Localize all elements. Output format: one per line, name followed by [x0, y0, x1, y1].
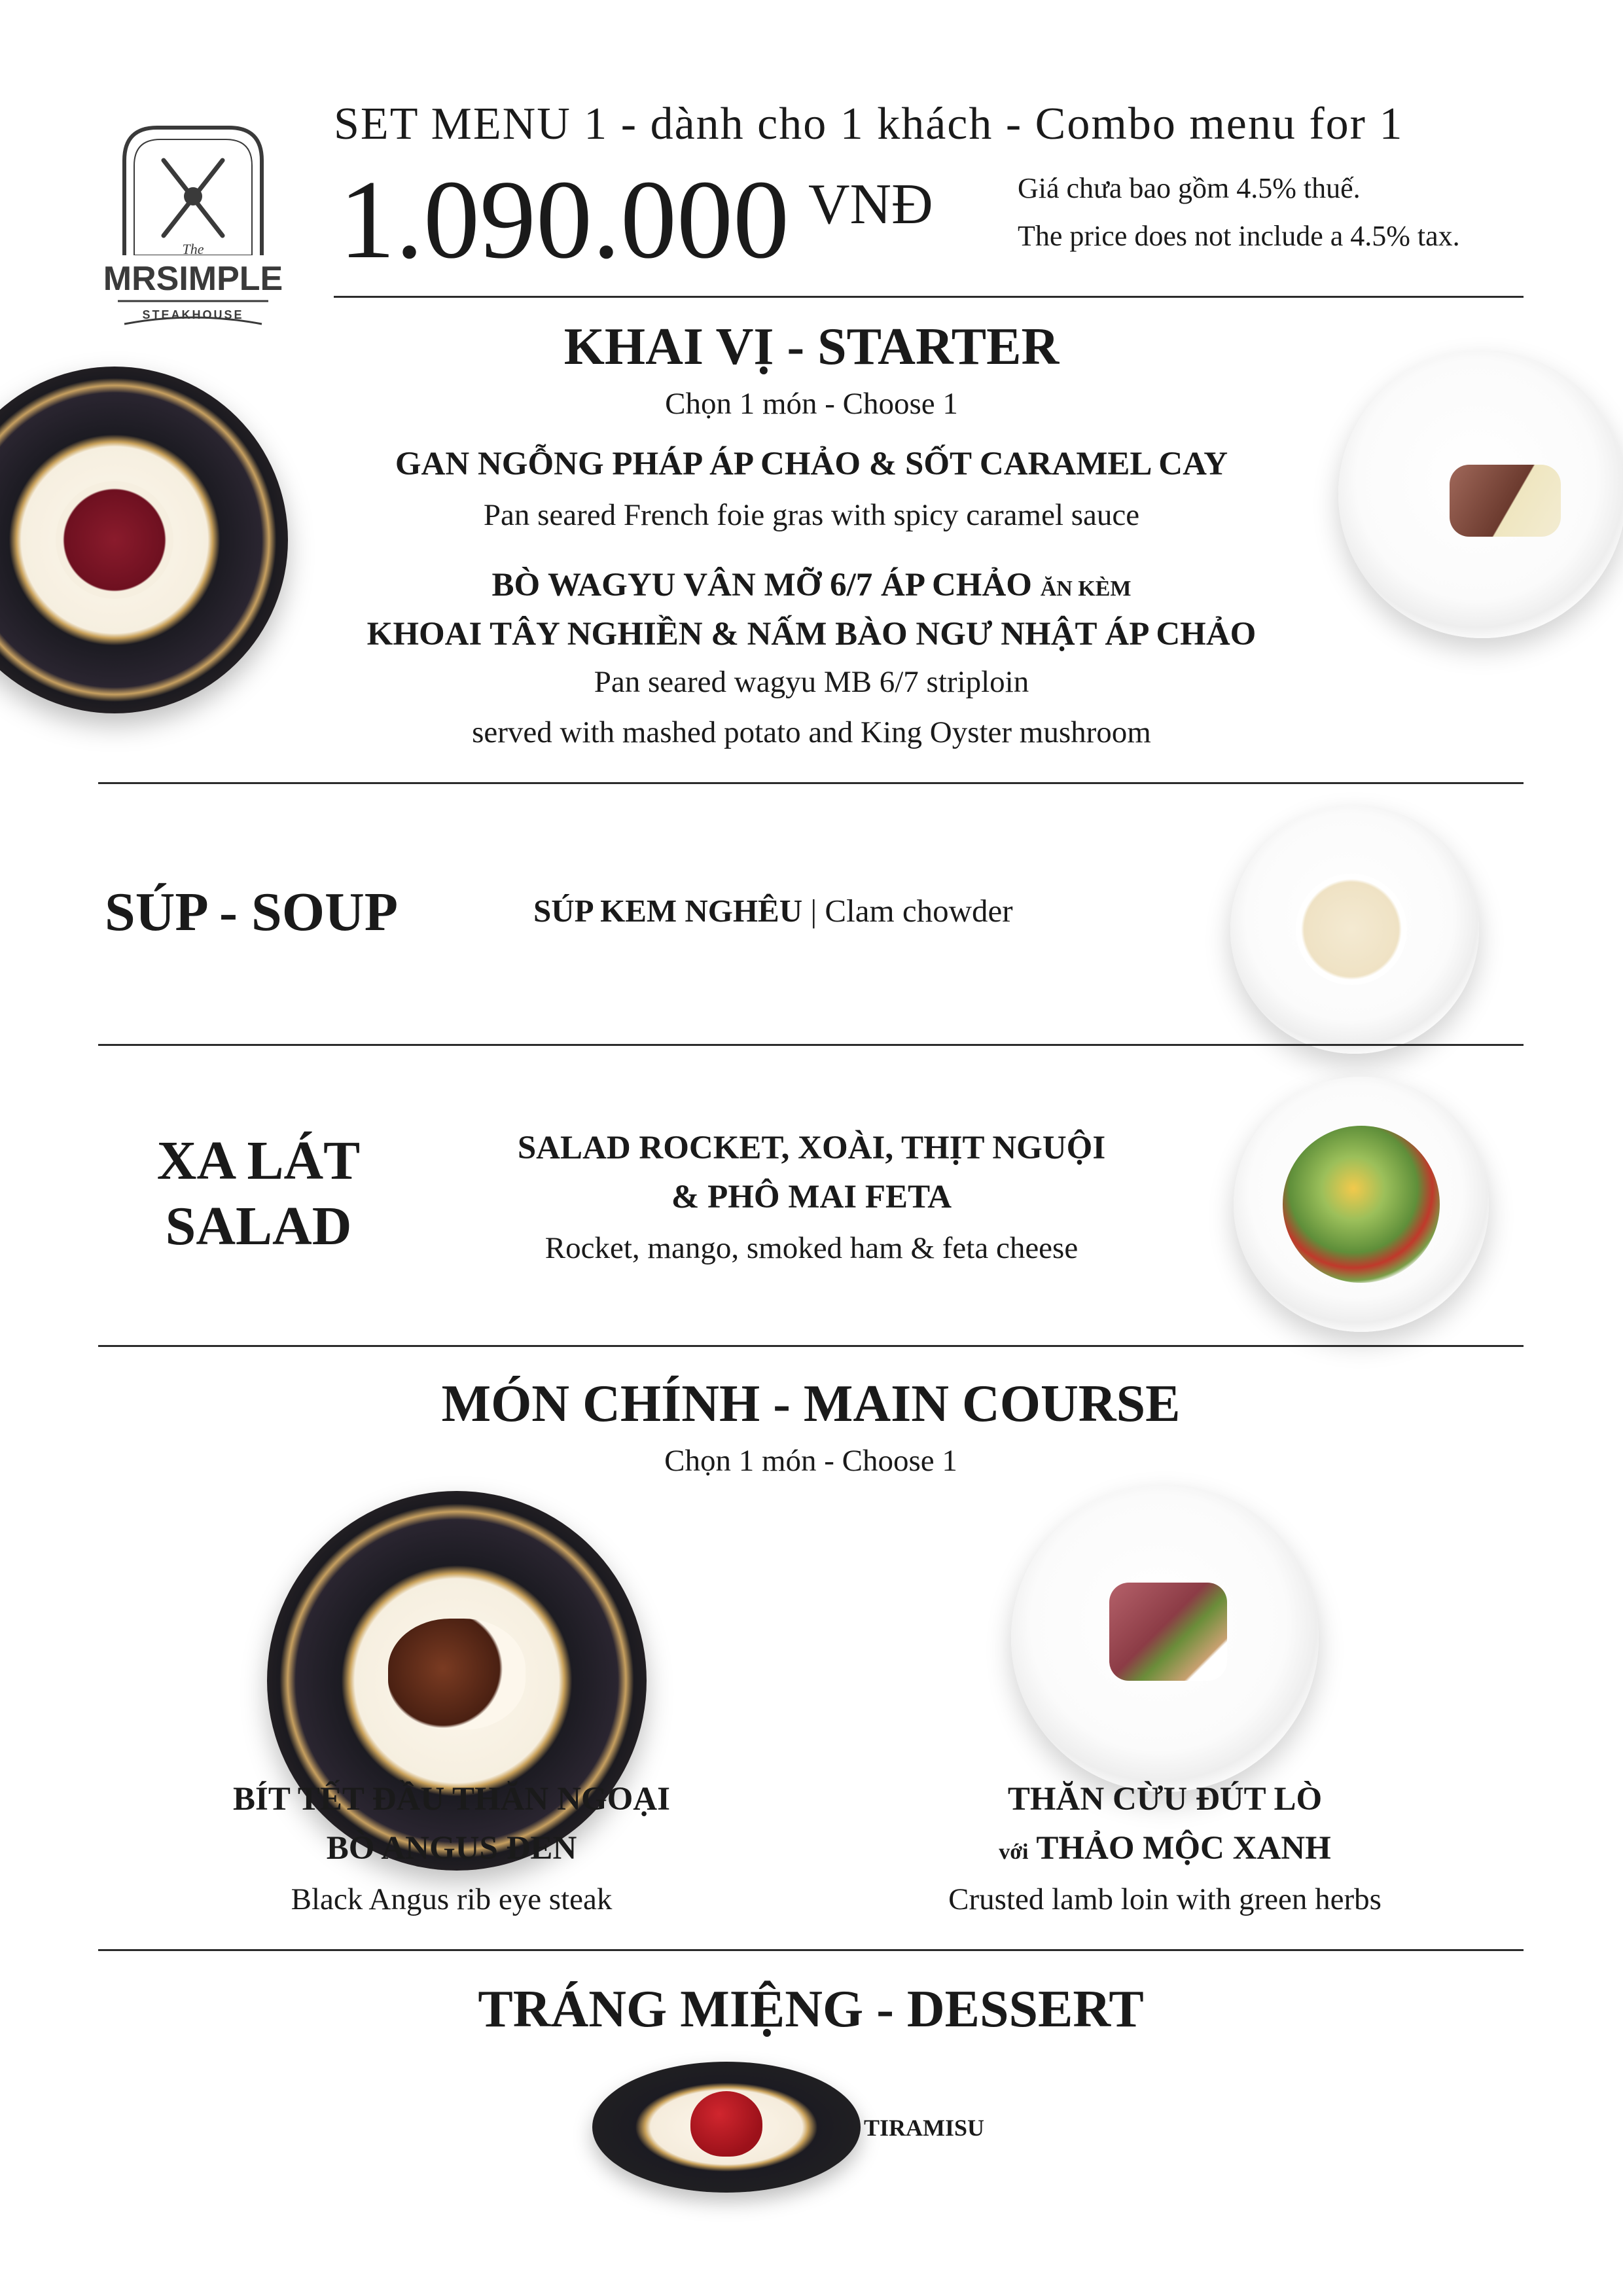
main-right-vi-b: THẢO MỘC XANH [1036, 1830, 1331, 1867]
main-heading: MÓN CHÍNH - MAIN COURSE [441, 1375, 1181, 1433]
logo-brand: MRSIMPLE [103, 260, 283, 298]
main-right-vi-line1: THĂN CỪU ĐÚT LÒ [1007, 1781, 1323, 1818]
wagyu-plate-image [1338, 350, 1623, 638]
logo-the: The [182, 241, 204, 257]
brand-logo [98, 115, 288, 331]
salad-plate-image [1234, 1077, 1489, 1332]
starter-item2-en-line2: served with mashed potato and King Oyster mushroom [472, 715, 1151, 749]
starter-item2-vi-small: ĂN KÈM [1040, 577, 1132, 601]
clam-chowder-plate-image [1230, 805, 1479, 1054]
tax-note-vi: Giá chưa bao gồm 4.5% thuế. [1018, 172, 1361, 204]
starter-item2-en-line1: Pan seared wagyu MB 6/7 striploin [594, 665, 1029, 699]
main-left-en: Black Angus rib eye steak [291, 1882, 613, 1916]
salad-item-vi-line1: SALAD ROCKET, XOÀI, THỊT NGUỘI [517, 1130, 1106, 1166]
divider [98, 782, 1524, 784]
divider [98, 1345, 1524, 1347]
salad-item-en: Rocket, mango, smoked ham & feta cheese [544, 1231, 1079, 1265]
tax-note-en: The price does not include a 4.5% tax. [1018, 220, 1460, 252]
main-left-vi-line2: BÒ ANGUS ĐEN [326, 1830, 577, 1867]
dessert-heading: TRÁNG MIỆNG - DESSERT [478, 1981, 1144, 2038]
divider [98, 1949, 1524, 1951]
tiramisu-plate-image [592, 2062, 861, 2193]
dessert-item: TIRAMISU [864, 2115, 985, 2141]
starter-item2-vi-line1 [314, 566, 1309, 604]
divider [98, 1044, 1524, 1046]
salad-item-vi-line2: & PHÔ MAI FETA [671, 1179, 952, 1215]
starter-heading: KHAI VỊ - STARTER [563, 318, 1060, 376]
set-menu-title: SET MENU 1 - dành cho 1 khách - Combo menu for 1 [334, 99, 1404, 149]
starter-item2-vi-line2: KHOAI TÂY NGHIỀN & NẤM BÀO NGƯ NHẬT ÁP CHẢO [366, 616, 1257, 653]
soup-separator: | [810, 893, 817, 929]
divider [334, 296, 1524, 298]
main-choose: Chọn 1 món - Choose 1 [664, 1444, 957, 1478]
price-currency: VNĐ [808, 173, 933, 236]
soup-item [533, 892, 1013, 929]
soup-item-en: Clam chowder [825, 893, 1013, 929]
soup-item-vi: SÚP KEM NGHÊU [533, 893, 803, 929]
main-right-vi-line2 [844, 1829, 1486, 1867]
lamb-plate-image [1011, 1484, 1319, 1792]
salad-heading-line2: SALAD [165, 1196, 352, 1257]
starter-choose: Chọn 1 món - Choose 1 [665, 387, 958, 421]
logo-sub: STEAKHOUSE [142, 308, 244, 321]
main-right-vi-small: với [999, 1840, 1029, 1864]
set-price: 1.090.000 [339, 158, 789, 282]
starter-item1-en: Pan seared French foie gras with spicy caramel sauce [483, 498, 1140, 532]
starter-item2-vi-a: BÒ WAGYU VÂN MỠ 6/7 ÁP CHẢO [491, 567, 1032, 603]
soup-heading: SÚP - SOUP [105, 882, 399, 942]
salad-heading-line1: XA LÁT [156, 1130, 361, 1191]
main-right-en: Crusted lamb loin with green herbs [948, 1882, 1382, 1916]
main-left-vi-line1: BÍT TẾT ĐẦU THĂN NGOẠI [233, 1781, 670, 1818]
foie-gras-plate-image [0, 367, 288, 713]
starter-item1-vi: GAN NGỖNG PHÁP ÁP CHẢO & SỐT CARAMEL CAY [395, 446, 1228, 482]
